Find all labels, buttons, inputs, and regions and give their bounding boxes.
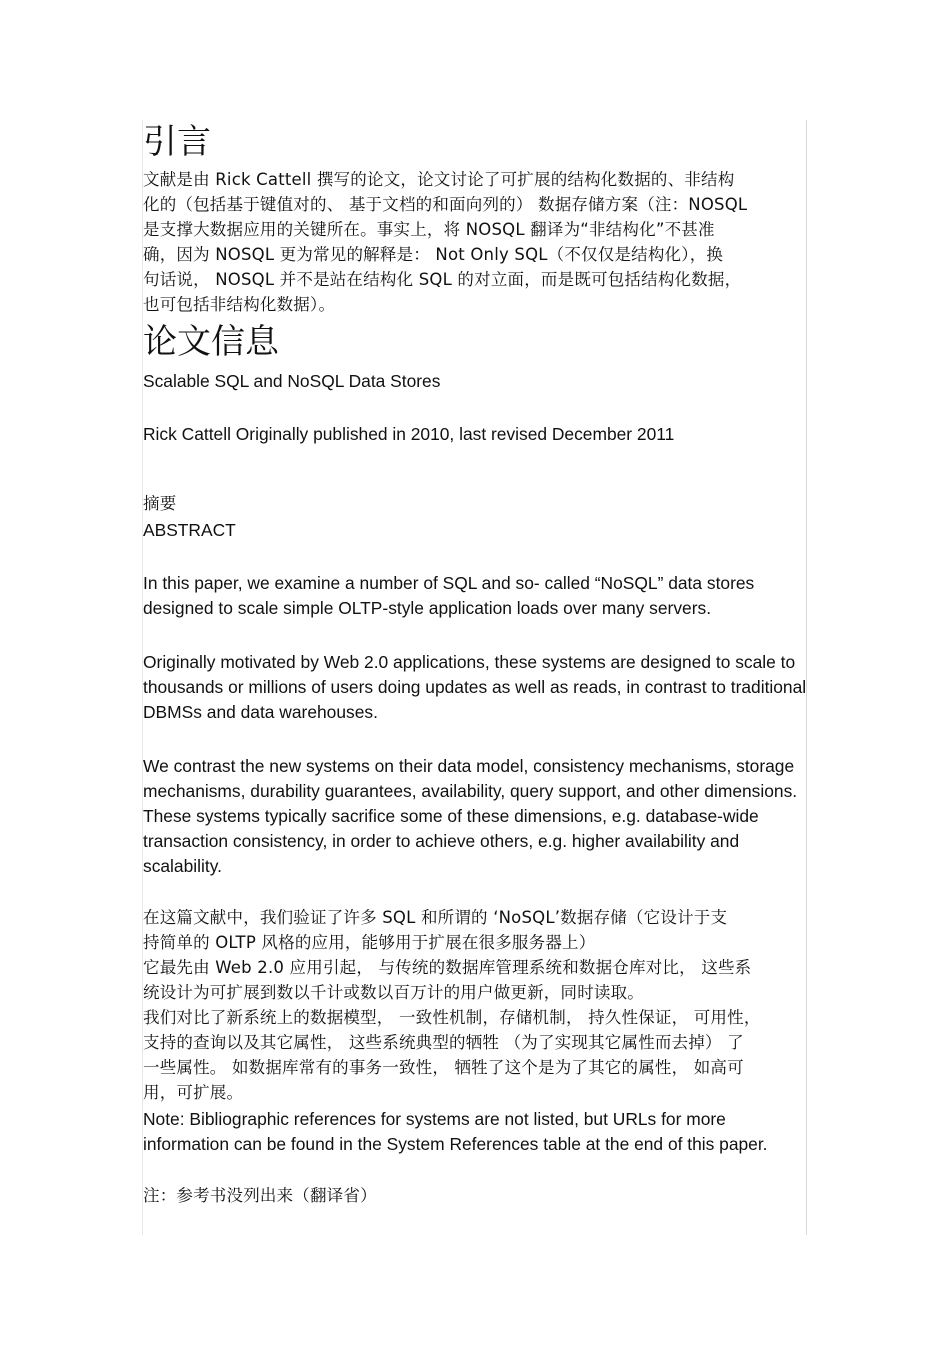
intro-line: 文献是由 Rick Cattell 撰写的论文，论文讨论了可扩展的结构化数据的、非结构 — [143, 170, 735, 189]
note-line: Note: Bibliographic references for systems are not listed, but URLs for more — [143, 1109, 726, 1129]
abstract-line: thousands or millions of users doing updates as well as reads, in contrast to traditional — [143, 677, 807, 697]
paper-title: Scalable SQL and NoSQL Data Stores — [143, 371, 441, 391]
intro-paragraph — [143, 167, 813, 317]
abstract-paragraph-3 — [143, 754, 823, 879]
paper-byline: Rick Cattell Originally published in 2010, last revised December 2011 — [143, 424, 675, 444]
abstract-line: In this paper, we examine a number of SQL and so- called “NoSQL” data stores — [143, 573, 755, 593]
abstract-line: We contrast the new systems on their data model, consistency mechanisms, storage — [143, 756, 795, 776]
abstract-label-en: ABSTRACT — [143, 520, 236, 540]
intro-line: 也可包括非结构化数据）。 — [143, 295, 336, 314]
intro-line: 句话说， NOSQL 并不是站在结构化 SQL 的对立面，而是既可包括结构化数据， — [143, 270, 742, 289]
abstract-line: designed to scale simple OLTP-style application loads over many servers. — [143, 598, 712, 618]
intro-line: 确，因为 NOSQL 更为常见的解释是： Not Only SQL（不仅仅是结构化），换 — [143, 245, 724, 264]
abstract-line: These systems typically sacrifice some of these dimensions, e.g. database-wide — [143, 806, 759, 826]
abstract-line: scalability. — [143, 856, 222, 876]
translation-line: 我们对比了新系统上的数据模型， 一致性机制，存储机制， 持久性保证， 可用性， — [143, 1008, 761, 1027]
abstract-line: mechanisms, durability guarantees, availability, query support, and other dimensions. — [143, 781, 798, 801]
abstract-line: Originally motivated by Web 2.0 applications, these systems are designed to scale to — [143, 652, 796, 672]
paper-info-heading: 论文信息 — [143, 322, 279, 362]
abstract-paragraph-1 — [143, 571, 823, 621]
intro-line: 是支撑大数据应用的关键所在。事实上，将 NOSQL 翻译为“非结构化”不甚准 — [143, 220, 715, 239]
translation-line: 用，可扩展。 — [143, 1083, 244, 1102]
translation-line: 一些属性。 如数据库常有的事务一致性， 牺牲了这个是为了其它的属性， 如高可 — [143, 1058, 744, 1077]
bibliography-note — [143, 1107, 823, 1157]
abstract-line: transaction consistency, in order to achieve others, e.g. higher availability and — [143, 831, 740, 851]
translation-line: 持简单的 OLTP 风格的应用，能够用于扩展在很多服务器上） — [143, 933, 596, 952]
abstract-line: DBMSs and data warehouses. — [143, 702, 378, 722]
translation-line: 支持的查询以及其它属性， 这些系统典型的牺牲 （为了实现其它属性而去掉） 了 — [143, 1033, 744, 1052]
translation-line: 它最先由 Web 2.0 应用引起， 与传统的数据库管理系统和数据仓库对比， 这些系 — [143, 958, 752, 977]
bibliography-note-cn: 注：参考书没列出来（翻译省） — [143, 1186, 377, 1205]
translation-line: 在这篇文献中，我们验证了许多 SQL 和所谓的 ‘NoSQL’数据存储（它设计于支 — [143, 908, 728, 927]
abstract-translation — [143, 905, 813, 1105]
translation-line: 统设计为可扩展到数以千计或数以百万计的用户做更新，同时读取。 — [143, 983, 644, 1002]
note-line: information can be found in the System References table at the end of this paper. — [143, 1134, 768, 1154]
abstract-paragraph-2 — [143, 650, 823, 725]
intro-line: 化的（包括基于键值对的、 基于文档的和面向列的） 数据存储方案（注：NOSQL — [143, 195, 748, 214]
intro-heading: 引言 — [143, 122, 211, 162]
abstract-label-cn: 摘要 — [143, 494, 177, 513]
